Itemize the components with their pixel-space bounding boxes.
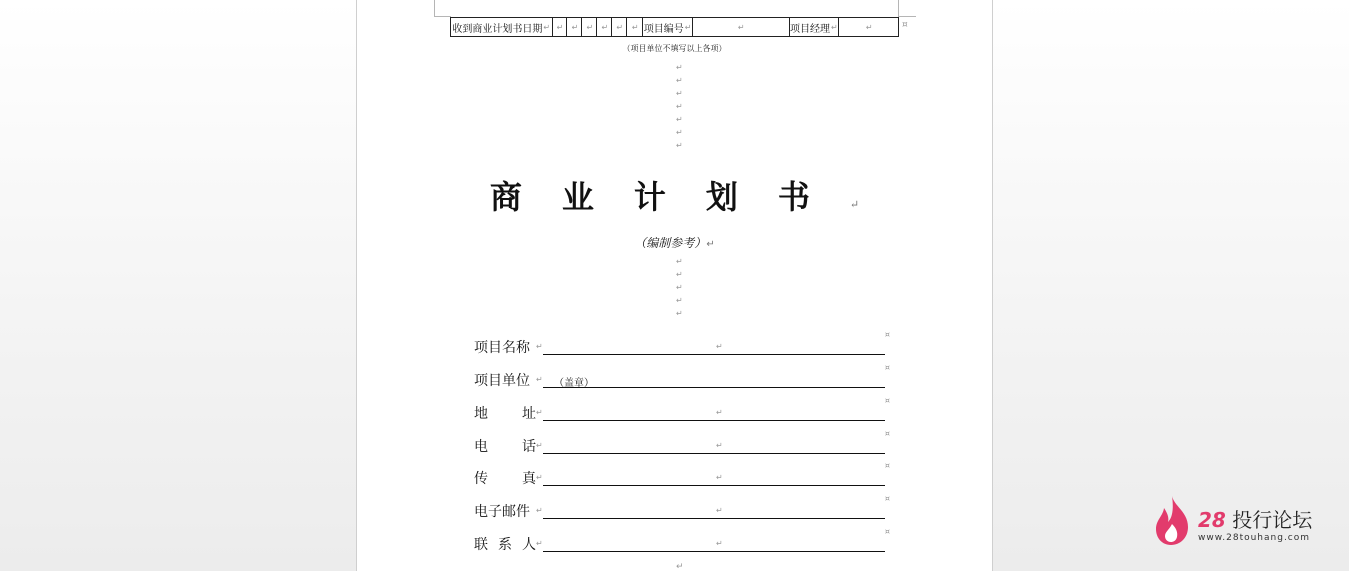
form-row-phone: 电 话 ↵ ↵ ¤ xyxy=(474,429,890,455)
document-subtitle: （编制参考）↵ xyxy=(634,236,715,250)
form-row-email: 电子邮件 ↵ ↵ ¤ xyxy=(474,494,890,520)
header-table xyxy=(450,17,899,37)
project-no-label: 项目编号 xyxy=(643,23,684,35)
field-label: 项目名称 xyxy=(474,340,530,356)
paragraph-mark: ↵ xyxy=(676,562,684,572)
brand-url: www.28touhang.com xyxy=(1198,533,1311,543)
fill-line[interactable] xyxy=(543,485,885,486)
form-row-project-unit: 项目单位 ↵ （盖章） ¤ xyxy=(474,363,890,389)
field-label: 传 真 xyxy=(474,471,536,487)
form-row-fax: 传 真 ↵ ↵ ¤ xyxy=(474,461,890,487)
project-no-value-cell[interactable]: ↵ xyxy=(693,18,790,36)
brand-name: 28 投行论坛 xyxy=(1198,508,1313,532)
empty-paragraphs: ↵ ↵ ↵ ↵ ↵ ↵ ↵ xyxy=(676,63,683,150)
form-row-contact: 联 系 人 ↵ ↵ ¤ xyxy=(474,527,890,553)
date-cell[interactable]: ↵ xyxy=(567,18,582,36)
watermark-logo xyxy=(1152,494,1332,550)
fill-line[interactable] xyxy=(543,518,885,519)
document-title: 商业计划书↵ xyxy=(489,178,860,216)
document-page xyxy=(356,0,993,571)
fill-line[interactable] xyxy=(543,420,885,421)
fill-line[interactable] xyxy=(543,354,885,355)
end-of-row-mark: ¤ xyxy=(902,20,908,30)
field-label: 项目单位 xyxy=(474,373,530,389)
form-row-project-name: 项目名称 ↵ ↵ ¤ xyxy=(474,330,890,356)
fill-line[interactable] xyxy=(543,551,885,552)
fill-line[interactable] xyxy=(543,453,885,454)
seal-note: （盖章） xyxy=(554,378,594,389)
received-date-label-cell: 收到商业计划书日期 ↵ xyxy=(451,18,553,36)
date-cell[interactable]: ↵ xyxy=(597,18,612,36)
crop-mark xyxy=(434,16,451,17)
field-label: 电 话 xyxy=(474,439,536,455)
date-cell[interactable]: ↵ xyxy=(582,18,597,36)
crop-mark xyxy=(434,0,435,17)
field-label: 地 址 xyxy=(474,406,536,422)
manager-label: 项目经理 xyxy=(790,23,831,35)
crop-mark xyxy=(898,0,899,17)
fill-line[interactable] xyxy=(543,387,885,388)
empty-paragraphs: ↵ ↵ ↵ ↵ ↵ xyxy=(676,257,683,318)
flame-icon xyxy=(1152,494,1192,546)
field-label: 电子邮件 xyxy=(474,504,530,520)
form-row-address: 地 址 ↵ ↵ ¤ xyxy=(474,396,890,422)
date-cell[interactable]: ↵ xyxy=(612,18,627,36)
field-label: 联 系 人 xyxy=(474,537,536,553)
date-cell[interactable]: ↵ xyxy=(627,18,643,36)
manager-value-cell[interactable]: ↵ xyxy=(865,22,873,32)
date-cell[interactable]: ↵ xyxy=(553,18,568,36)
crop-mark xyxy=(898,16,916,17)
header-note: （项目单位不填写以上各项） xyxy=(622,44,727,53)
project-no-label-cell: 项目编号 ↵ xyxy=(643,18,693,36)
received-date-label: 收到商业计划书日期 xyxy=(452,23,543,35)
manager-label-cell: 项目经理 ↵ xyxy=(790,18,840,36)
